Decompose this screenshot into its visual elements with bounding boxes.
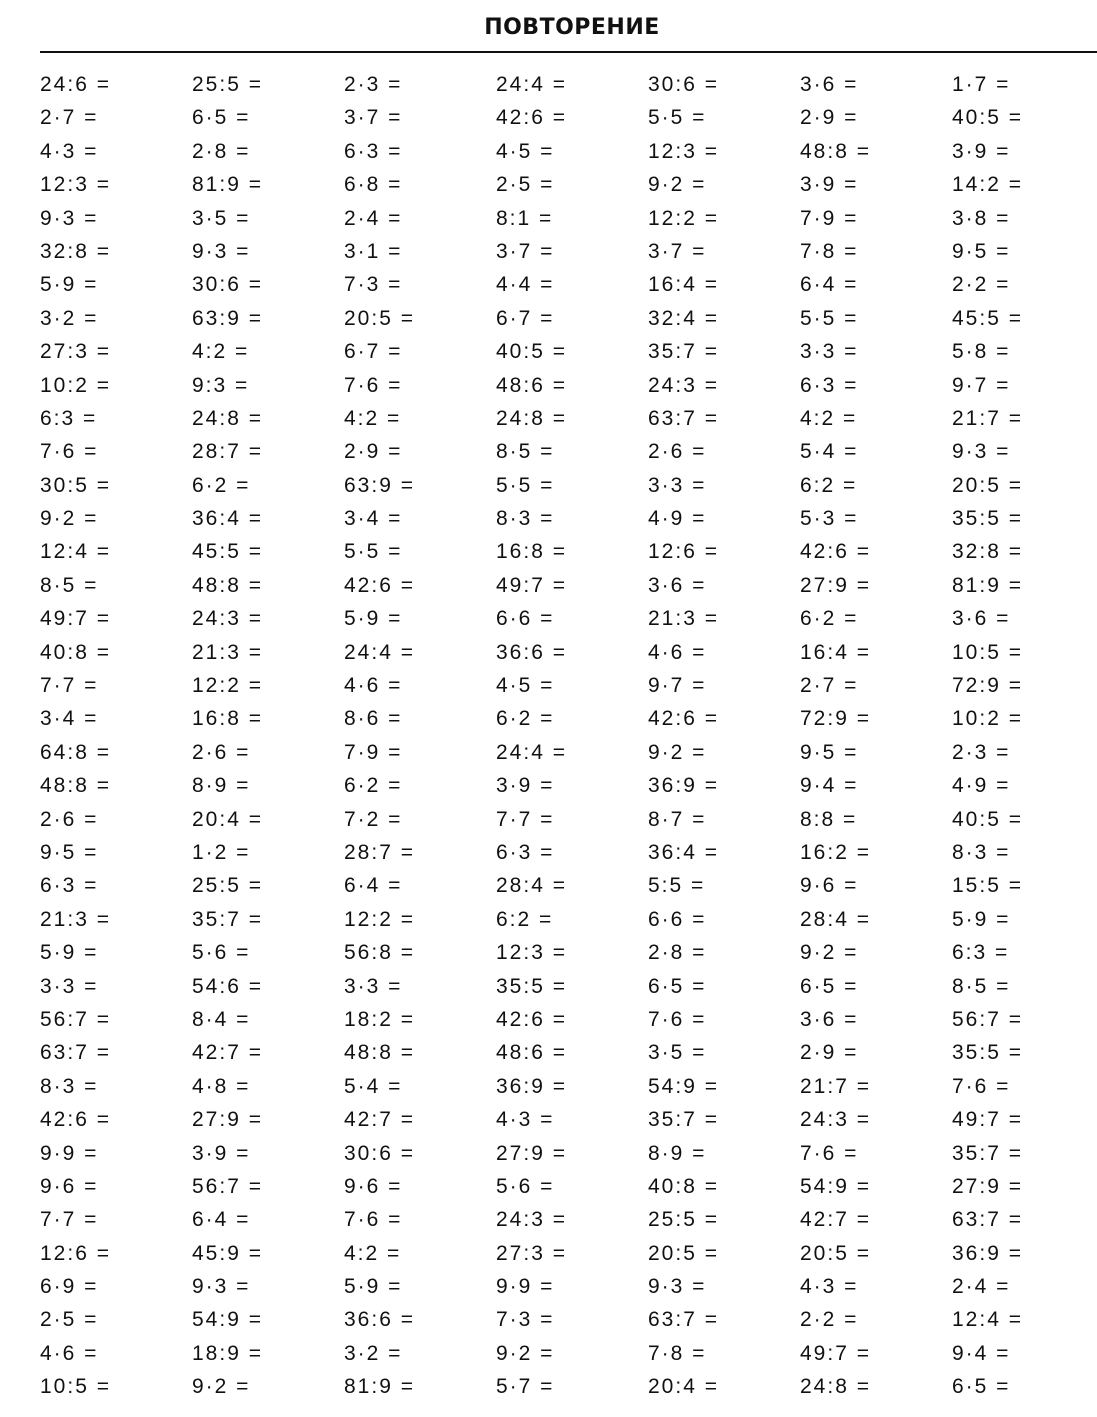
exercise-item: 16:2 = [800, 840, 871, 864]
exercise-item: 30:6 = [192, 273, 263, 297]
exercise-item: 12:3 = [40, 173, 111, 197]
exercise-item: 9·3 = [40, 206, 99, 230]
exercise-item: 6·6 = [648, 907, 707, 931]
exercise-item: 7·6 = [40, 440, 99, 464]
exercise-item: 5·7 = [496, 1375, 555, 1399]
exercise-item: 27:9 = [800, 573, 871, 597]
exercise-item: 32:8 = [40, 239, 111, 263]
exercise-item: 32:8 = [952, 540, 1023, 564]
exercise-item: 9·9 = [40, 1141, 99, 1165]
exercise-item: 27:9 = [952, 1174, 1023, 1198]
exercise-item: 2·3 = [952, 740, 1011, 764]
exercise-item: 4:2 = [192, 340, 250, 364]
exercise-item: 63:7 = [648, 1308, 719, 1332]
exercise-item: 3·9 = [952, 139, 1011, 163]
exercise-item: 2·6 = [648, 440, 707, 464]
exercise-item: 81:9 = [344, 1375, 415, 1399]
exercise-item: 27:3 = [40, 340, 111, 364]
exercise-item: 7·7 = [40, 674, 99, 698]
page-title: ПОВТОРЕНИЕ [484, 15, 660, 40]
exercise-item: 54:9 = [192, 1308, 263, 1332]
exercise-item: 9:3 = [192, 373, 250, 397]
exercise-item: 49:7 = [800, 1341, 871, 1365]
exercise-item: 6·2 = [192, 473, 251, 497]
exercise-item: 2·2 = [952, 273, 1011, 297]
exercise-item: 24:6 = [40, 73, 111, 96]
exercise-item: 48:8 = [40, 774, 111, 798]
exercise-item: 24:8 = [496, 406, 567, 430]
exercise-item: 2·9 = [800, 1041, 859, 1065]
exercise-item: 16:8 = [496, 540, 567, 564]
exercise-item: 21:3 = [648, 607, 719, 631]
exercise-item: 8·9 = [192, 774, 251, 798]
exercise-item: 10:5 = [952, 640, 1023, 664]
exercise-item: 25:5 = [192, 73, 263, 96]
exercise-item: 6·8 = [344, 173, 403, 197]
exercise-item: 42:7 = [192, 1041, 263, 1065]
exercise-item: 10:5 = [40, 1375, 111, 1399]
exercise-item: 9·7 = [648, 674, 707, 698]
exercise-item: 2·7 = [40, 106, 99, 130]
exercise-item: 6·2 = [496, 707, 555, 731]
exercise-item: 2·8 = [192, 139, 251, 163]
exercise-item: 35:5 = [952, 1041, 1023, 1065]
exercise-item: 3·6 = [800, 1007, 859, 1031]
exercise-item: 6·5 = [648, 974, 707, 998]
exercise-item: 63:7 = [40, 1041, 111, 1065]
exercise-item: 6:3 = [952, 941, 1010, 965]
exercise-item: 12:2 = [192, 674, 263, 698]
exercise-item: 48:6 = [496, 373, 567, 397]
exercise-item: 3·4 = [40, 707, 99, 731]
exercise-item: 9·4 = [952, 1341, 1011, 1365]
exercise-item: 7·6 = [800, 1141, 859, 1165]
exercise-item: 56:7 = [952, 1007, 1023, 1031]
exercise-item: 48:8 = [800, 139, 871, 163]
exercise-item: 20:4 = [192, 807, 263, 831]
exercise-item: 5·9 = [344, 1275, 403, 1299]
exercise-item: 24:4 = [496, 740, 567, 764]
exercise-item: 2·6 = [192, 740, 251, 764]
exercise-item: 3·9 = [192, 1141, 251, 1165]
exercise-item: 27:9 = [192, 1108, 263, 1132]
exercise-item: 3·6 = [952, 607, 1011, 631]
exercise-item: 9·2 = [800, 941, 859, 965]
exercise-item: 6:3 = [40, 406, 98, 430]
exercise-item: 9·2 = [648, 740, 707, 764]
exercise-item: 3·2 = [40, 306, 99, 330]
exercise-item: 6·2 = [344, 774, 403, 798]
exercise-item: 5·8 = [952, 340, 1011, 364]
exercise-item: 16:8 = [192, 707, 263, 731]
exercise-item: 4·8 = [192, 1074, 251, 1098]
exercise-item: 2·7 = [800, 674, 859, 698]
exercise-item: 40:5 = [496, 340, 567, 364]
exercise-item: 6·4 = [344, 874, 403, 898]
exercise-item: 49:7 = [952, 1108, 1023, 1132]
exercise-item: 7·2 = [344, 807, 403, 831]
exercise-item: 5:5 = [648, 874, 706, 898]
exercise-item: 9·5 = [952, 239, 1011, 263]
exercise-item: 3·3 = [648, 473, 707, 497]
exercise-item: 9·6 = [800, 874, 859, 898]
exercise-item: 36:4 = [192, 507, 263, 531]
exercise-item: 35:7 = [648, 340, 719, 364]
exercise-item: 7·8 = [800, 239, 859, 263]
exercise-item: 25:5 = [192, 874, 263, 898]
exercise-item: 3·9 = [496, 774, 555, 798]
exercise-item: 56:8 = [344, 941, 415, 965]
exercise-item: 9·3 = [952, 440, 1011, 464]
exercise-item: 9·5 = [40, 840, 99, 864]
exercise-item: 49:7 = [40, 607, 111, 631]
exercise-item: 9·3 = [192, 239, 251, 263]
exercise-item: 20:5 = [648, 1241, 719, 1265]
exercise-item: 25:5 = [648, 1208, 719, 1232]
exercise-item: 24:4 = [344, 640, 415, 664]
exercise-item: 5·9 = [344, 607, 403, 631]
exercise-item: 3·7 = [344, 106, 403, 130]
exercise-item: 14:2 = [952, 173, 1023, 197]
exercise-item: 8·3 = [40, 1074, 99, 1098]
exercise-item: 64:8 = [40, 740, 111, 764]
exercise-item: 15:5 = [952, 874, 1023, 898]
exercise-item: 9·3 = [648, 1275, 707, 1299]
exercise-item: 30:5 = [40, 473, 111, 497]
exercise-item: 6·7 = [496, 306, 555, 330]
exercise-item: 28:4 = [800, 907, 871, 931]
exercise-item: 7·8 = [648, 1341, 707, 1365]
exercise-item: 81:9 = [192, 173, 263, 197]
exercise-item: 21:3 = [192, 640, 263, 664]
exercise-item: 5·3 = [800, 507, 859, 531]
exercise-item: 28:7 = [344, 840, 415, 864]
exercise-item: 5·6 = [496, 1174, 555, 1198]
exercise-item: 1·7 = [952, 73, 1011, 96]
exercise-item: 5·4 = [800, 440, 859, 464]
exercise-item: 12:2 = [344, 907, 415, 931]
exercise-item: 7·6 = [648, 1007, 707, 1031]
exercise-item: 12:3 = [496, 941, 567, 965]
exercise-item: 10:2 = [952, 707, 1023, 731]
exercise-item: 4·6 = [40, 1341, 99, 1365]
exercise-item: 2·5 = [40, 1308, 99, 1332]
exercise-item: 24:8 = [192, 406, 263, 430]
exercise-item: 3·4 = [344, 507, 403, 531]
exercise-item: 12:6 = [648, 540, 719, 564]
exercise-item: 2·4 = [952, 1275, 1011, 1299]
exercise-item: 18:2 = [344, 1007, 415, 1031]
exercise-item: 9·6 = [344, 1174, 403, 1198]
exercise-item: 28:4 = [496, 874, 567, 898]
exercise-item: 24:3 = [496, 1208, 567, 1232]
exercise-item: 8·3 = [952, 840, 1011, 864]
exercise-item: 6·5 = [192, 106, 251, 130]
exercise-item: 36:6 = [344, 1308, 415, 1332]
exercise-item: 7·7 = [40, 1208, 99, 1232]
exercise-item: 8·9 = [648, 1141, 707, 1165]
exercise-item: 63:9 = [344, 473, 415, 497]
exercise-item: 7·7 = [496, 807, 555, 831]
exercise-item: 24:4 = [496, 73, 567, 96]
exercise-item: 72:9 = [952, 674, 1023, 698]
exercise-item: 12:4 = [40, 540, 111, 564]
exercise-item: 24:8 = [800, 1375, 871, 1399]
exercise-item: 3·7 = [496, 239, 555, 263]
exercise-item: 20:5 = [344, 306, 415, 330]
exercise-item: 3·8 = [952, 206, 1011, 230]
title-divider [40, 51, 1097, 53]
exercise-item: 6:2 = [800, 473, 858, 497]
exercise-item: 7·6 = [344, 1208, 403, 1232]
exercise-item: 2·2 = [800, 1308, 859, 1332]
exercise-item: 3·5 = [192, 206, 251, 230]
exercise-item: 36:6 = [496, 640, 567, 664]
exercise-item: 7·6 = [344, 373, 403, 397]
exercise-item: 21:3 = [40, 907, 111, 931]
exercise-item: 3·3 = [800, 340, 859, 364]
exercise-item: 42:6 = [800, 540, 871, 564]
exercise-item: 6·6 = [496, 607, 555, 631]
exercise-item: 40:8 = [648, 1174, 719, 1198]
exercise-item: 8·5 = [496, 440, 555, 464]
exercise-item: 9·4 = [800, 774, 859, 798]
exercise-item: 4:2 = [344, 1241, 402, 1265]
exercise-item: 42:6 = [496, 106, 567, 130]
exercise-item: 16:4 = [800, 640, 871, 664]
exercise-item: 2·9 = [800, 106, 859, 130]
exercise-item: 5·5 = [496, 473, 555, 497]
exercise-grid [40, 68, 1097, 1404]
exercise-item: 8·5 = [40, 573, 99, 597]
exercise-item: 4·4 = [496, 273, 555, 297]
exercise-item: 42:6 = [496, 1007, 567, 1031]
exercise-item: 21:7 = [800, 1074, 871, 1098]
exercise-item: 5·9 = [952, 907, 1011, 931]
exercise-item: 7·9 = [344, 740, 403, 764]
exercise-item: 20:4 = [648, 1375, 719, 1399]
exercise-item: 49:7 = [496, 573, 567, 597]
exercise-item: 5·9 = [40, 273, 99, 297]
exercise-item: 63:9 = [192, 306, 263, 330]
exercise-item: 8·7 = [648, 807, 707, 831]
exercise-item: 42:6 = [40, 1108, 111, 1132]
exercise-item: 6·3 = [40, 874, 99, 898]
exercise-item: 12:6 = [40, 1241, 111, 1265]
exercise-item: 10:2 = [40, 373, 111, 397]
exercise-item: 18:9 = [192, 1341, 263, 1365]
exercise-item: 4·3 = [496, 1108, 555, 1132]
exercise-item: 3·3 = [344, 974, 403, 998]
exercise-item: 5·6 = [192, 941, 251, 965]
exercise-item: 35:5 = [496, 974, 567, 998]
exercise-item: 56:7 = [40, 1007, 111, 1031]
exercise-item: 36:9 = [952, 1241, 1023, 1265]
exercise-item: 35:5 = [952, 507, 1023, 531]
exercise-item: 1·2 = [192, 840, 251, 864]
exercise-item: 27:9 = [496, 1141, 567, 1165]
exercise-item: 8·6 = [344, 707, 403, 731]
exercise-item: 8:8 = [800, 807, 858, 831]
exercise-item: 6·7 = [344, 340, 403, 364]
exercise-item: 42:6 = [344, 573, 415, 597]
exercise-item: 9·6 = [40, 1174, 99, 1198]
exercise-item: 5·9 = [40, 941, 99, 965]
exercise-item: 2·4 = [344, 206, 403, 230]
exercise-item: 9·5 = [800, 740, 859, 764]
exercise-item: 4·5 = [496, 674, 555, 698]
exercise-item: 42:7 = [800, 1208, 871, 1232]
exercise-item: 3·1 = [344, 239, 403, 263]
exercise-item: 54:6 = [192, 974, 263, 998]
exercise-item: 30:6 = [344, 1141, 415, 1165]
exercise-item: 28:7 = [192, 440, 263, 464]
exercise-item: 4·9 = [952, 774, 1011, 798]
exercise-item: 40:5 = [952, 807, 1023, 831]
exercise-item: 9·2 = [648, 173, 707, 197]
exercise-item: 12:4 = [952, 1308, 1023, 1332]
exercise-item: 40:5 = [952, 106, 1023, 130]
exercise-item: 8·3 = [496, 507, 555, 531]
exercise-item: 6·4 = [192, 1208, 251, 1232]
exercise-item: 81:9 = [952, 573, 1023, 597]
exercise-item: 20:5 = [952, 473, 1023, 497]
exercise-item: 3·9 = [800, 173, 859, 197]
exercise-item: 4·6 = [648, 640, 707, 664]
exercise-item: 6·4 = [800, 273, 859, 297]
exercise-item: 20:5 = [800, 1241, 871, 1265]
exercise-item: 6·3 = [344, 139, 403, 163]
exercise-item: 4·6 = [344, 674, 403, 698]
exercise-item: 3·7 = [648, 239, 707, 263]
exercise-item: 2·6 = [40, 807, 99, 831]
exercise-item: 7·3 = [496, 1308, 555, 1332]
exercise-item: 56:7 = [192, 1174, 263, 1198]
exercise-item: 45:5 = [952, 306, 1023, 330]
exercise-item: 24:3 = [192, 607, 263, 631]
exercise-item: 6·9 = [40, 1275, 99, 1299]
exercise-item: 6·3 = [496, 840, 555, 864]
exercise-item: 35:7 = [648, 1108, 719, 1132]
exercise-item: 35:7 = [952, 1141, 1023, 1165]
exercise-item: 36:4 = [648, 840, 719, 864]
exercise-item: 6:2 = [496, 907, 554, 931]
exercise-item: 24:3 = [648, 373, 719, 397]
exercise-item: 45:9 = [192, 1241, 263, 1265]
exercise-item: 12:3 = [648, 139, 719, 163]
exercise-item: 32:4 = [648, 306, 719, 330]
exercise-item: 40:8 = [40, 640, 111, 664]
exercise-item: 36:9 = [496, 1074, 567, 1098]
exercise-item: 3·5 = [648, 1041, 707, 1065]
exercise-item: 48:8 = [344, 1041, 415, 1065]
exercise-item: 4·3 = [800, 1275, 859, 1299]
exercise-item: 12:2 = [648, 206, 719, 230]
exercise-item: 4:2 = [800, 406, 858, 430]
exercise-item: 24:3 = [800, 1108, 871, 1132]
exercise-item: 4·3 = [40, 139, 99, 163]
exercise-item: 54:9 = [648, 1074, 719, 1098]
exercise-item: 48:8 = [192, 573, 263, 597]
exercise-item: 35:7 = [192, 907, 263, 931]
exercise-item: 42:7 = [344, 1108, 415, 1132]
exercise-item: 8·5 = [952, 974, 1011, 998]
exercise-item: 63:7 = [952, 1208, 1023, 1232]
exercise-item: 8·4 = [192, 1007, 251, 1031]
exercise-item: 30:6 = [648, 73, 719, 96]
exercise-item: 4·9 = [648, 507, 707, 531]
exercise-item: 2·3 = [344, 73, 403, 96]
exercise-item: 72:9 = [800, 707, 871, 731]
exercise-item: 36:9 = [648, 774, 719, 798]
exercise-item: 9·2 = [40, 507, 99, 531]
exercise-item: 5·5 = [344, 540, 403, 564]
exercise-item: 16:4 = [648, 273, 719, 297]
exercise-item: 45:5 = [192, 540, 263, 564]
exercise-item: 5·4 = [344, 1074, 403, 1098]
exercise-item: 54:9 = [800, 1174, 871, 1198]
exercise-item: 3·6 = [648, 573, 707, 597]
exercise-item: 42:6 = [648, 707, 719, 731]
exercise-item: 21:7 = [952, 406, 1023, 430]
exercise-item: 6·5 = [800, 974, 859, 998]
exercise-item: 6·5 = [952, 1375, 1011, 1399]
exercise-item: 2·8 = [648, 941, 707, 965]
exercise-item: 9·2 = [496, 1341, 555, 1365]
exercise-item: 3·2 = [344, 1341, 403, 1365]
exercise-item: 5·5 = [648, 106, 707, 130]
exercise-item: 9·7 = [952, 373, 1011, 397]
exercise-item: 6·2 = [800, 607, 859, 631]
exercise-item: 4:2 = [344, 406, 402, 430]
exercise-item: 7·3 = [344, 273, 403, 297]
exercise-item: 3·3 = [40, 974, 99, 998]
exercise-item: 8:1 = [496, 206, 554, 230]
exercise-item: 7·9 = [800, 206, 859, 230]
exercise-item: 5·5 = [800, 306, 859, 330]
exercise-item: 7·6 = [952, 1074, 1011, 1098]
exercise-item: 3·6 = [800, 73, 859, 96]
exercise-item: 9·9 = [496, 1275, 555, 1299]
exercise-item: 4·5 = [496, 139, 555, 163]
exercise-item: 27:3 = [496, 1241, 567, 1265]
exercise-item: 48:6 = [496, 1041, 567, 1065]
exercise-item: 63:7 = [648, 406, 719, 430]
exercise-item: 9·3 = [192, 1275, 251, 1299]
exercise-item: 6·3 = [800, 373, 859, 397]
exercise-item: 9·2 = [192, 1375, 251, 1399]
exercise-item: 2·5 = [496, 173, 555, 197]
exercise-item: 2·9 = [344, 440, 403, 464]
